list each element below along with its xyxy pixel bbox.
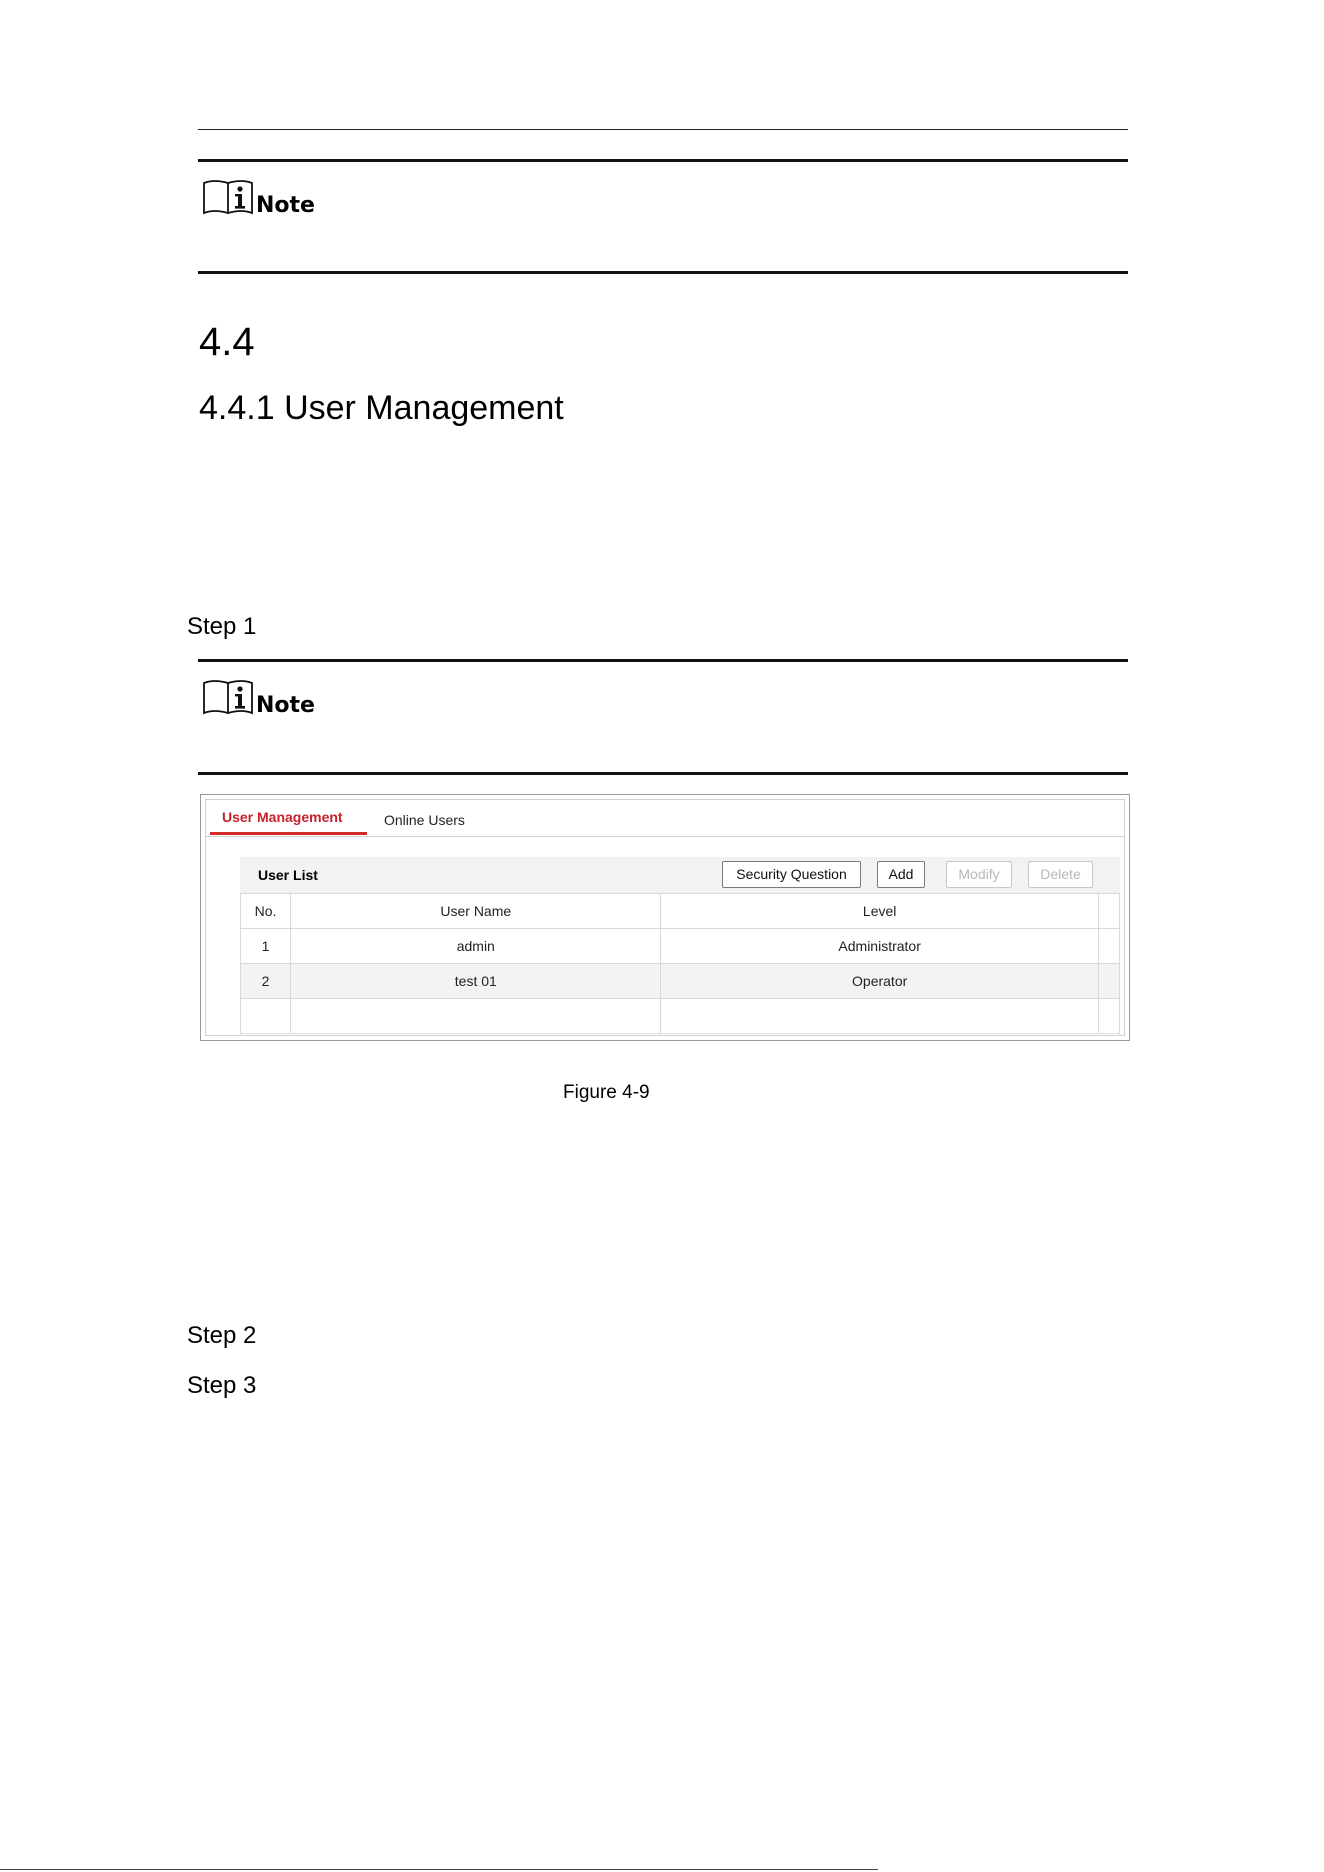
cell-level: Operator: [661, 964, 1098, 999]
user-table: [240, 893, 1120, 1034]
empty-cell: [291, 999, 661, 1034]
user-management-panel: [205, 799, 1125, 1036]
note-heading: [201, 675, 315, 719]
note-bottom-rule: [198, 271, 1128, 274]
table-row[interactable]: [241, 929, 1120, 964]
scrollbar-cell: [1098, 964, 1119, 999]
note-book-icon: [201, 675, 257, 719]
cell-user-name: test 01: [291, 964, 661, 999]
column-header-level: Level: [661, 894, 1098, 929]
user-management-screenshot: [200, 794, 1130, 1041]
note-top-rule: [198, 159, 1128, 162]
cell-user-name: admin: [291, 929, 661, 964]
page-top-rule: [198, 129, 1128, 130]
table-header-row: [241, 894, 1120, 929]
user-list: [240, 857, 1120, 1034]
empty-cell: [241, 999, 291, 1034]
footer-rule: [0, 1869, 878, 1870]
step-1-label: Step 1: [187, 613, 257, 640]
active-tab-indicator: [210, 832, 367, 835]
user-list-title: User List: [258, 867, 318, 883]
empty-cell: [661, 999, 1098, 1034]
cell-no: 1: [241, 929, 291, 964]
step-3-label: Step 3: [187, 1372, 257, 1399]
delete-user-button[interactable]: Delete: [1028, 861, 1093, 888]
note-label: Note: [256, 193, 315, 218]
column-header-no: No.: [241, 894, 291, 929]
section-heading: 4.4: [199, 320, 255, 364]
note-label: Note: [256, 693, 315, 718]
user-list-toolbar: [240, 857, 1120, 893]
add-user-button[interactable]: Add: [877, 861, 925, 888]
note-book-icon: [201, 175, 257, 219]
tab-user-management[interactable]: User Management: [222, 809, 343, 825]
modify-user-button[interactable]: Modify: [946, 861, 1012, 888]
security-question-button[interactable]: Security Question: [722, 861, 861, 888]
column-header-user-name: User Name: [291, 894, 661, 929]
step-2-label: Step 2: [187, 1322, 257, 1349]
figure-caption: Figure 4-9: [563, 1082, 650, 1103]
table-row-empty: [241, 999, 1120, 1034]
tab-online-users[interactable]: Online Users: [384, 812, 465, 828]
cell-no: 2: [241, 964, 291, 999]
subsection-heading: 4.4.1 User Management: [199, 389, 564, 427]
note-top-rule: [198, 659, 1128, 662]
scrollbar-cell: [1098, 999, 1119, 1034]
scrollbar-cell: [1098, 929, 1119, 964]
note-bottom-rule: [198, 772, 1128, 775]
note-heading: [201, 175, 315, 219]
cell-level: Administrator: [661, 929, 1098, 964]
scrollbar-cell: [1098, 894, 1119, 929]
table-row[interactable]: [241, 964, 1120, 999]
tab-bar: [206, 800, 1124, 837]
